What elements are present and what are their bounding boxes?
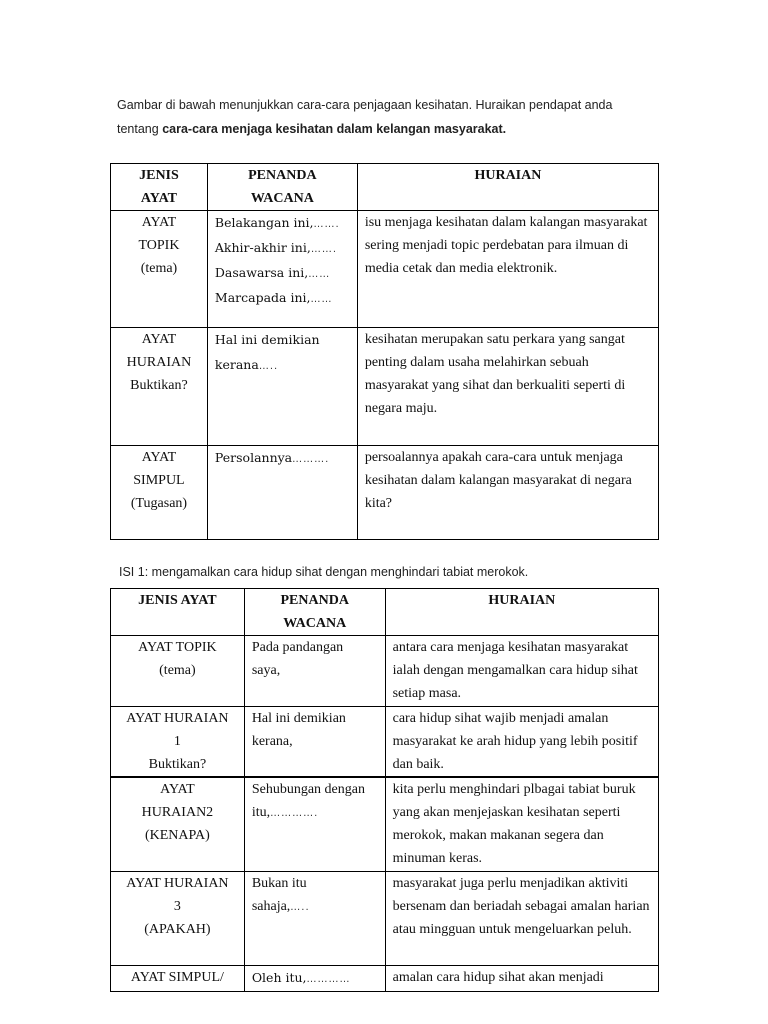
intro-line-2 xyxy=(117,117,677,141)
table1-header-huraian: HURAIAN xyxy=(357,164,658,211)
table-row xyxy=(111,328,659,446)
table-row xyxy=(111,446,659,540)
table2-row2-huraian: cara hidup sihat wajib menjadi amalan masyarakat ke arah hidup yang lebih positif dan baik. xyxy=(385,707,658,778)
table2-header-row xyxy=(111,589,659,636)
table1-header-jenis: JENIS AYAT xyxy=(111,164,208,211)
table2-row5-huraian: amalan cara hidup sihat akan menjadi xyxy=(385,965,658,991)
table2-row4-jenis: AYAT HURAIAN 3 (APAKAH) xyxy=(111,871,245,965)
table2-row4-huraian: masyarakat juga perlu menjadikan aktiviti bersenam dan beriadah sebagai amalan harian atau mingguan untuk mengeluarkan peluh. xyxy=(385,871,658,965)
table-row xyxy=(111,211,659,328)
table1-row3-jenis: AYAT SIMPUL (Tugasan) xyxy=(111,446,208,540)
structure-table-intro xyxy=(110,163,659,540)
table2-row1-jenis: AYAT TOPIK (tema) xyxy=(111,636,245,707)
table1-row3-huraian: persoalannya apakah cara-cara untuk menjaga kesihatan dalam kalangan masyarakat di negara kita? xyxy=(357,446,658,540)
table1-row2-jenis: AYAT HURAIAN Buktikan? xyxy=(111,328,208,446)
table2-row3-huraian: kita perlu menghindari plbagai tabiat buruk yang akan menjejaskan kesihatan seperti merokok, makan makanan segera dan minuman keras. xyxy=(385,777,658,871)
intro-paragraph xyxy=(117,93,677,141)
intro-line-1: Gambar di bawah menunjukkan cara-cara penjagaan kesihatan. Huraikan pendapat anda xyxy=(117,98,613,112)
table-row xyxy=(111,871,659,965)
table2-header-jenis: JENIS AYAT xyxy=(111,589,245,636)
table-row xyxy=(111,965,659,991)
table-row xyxy=(111,707,659,778)
table2-row3-penanda: Sehubungan dengan itu,…………. xyxy=(244,777,385,871)
intro-line-2-bold: cara-cara menjaga kesihatan dalam kelangan masyarakat. xyxy=(162,122,507,136)
table1-row2-penanda: Hal ini demikian kerana….. xyxy=(207,328,357,446)
table1-header-row xyxy=(111,164,659,211)
table1-header-penanda: PENANDA WACANA xyxy=(207,164,357,211)
isi1-title: ISI 1: mengamalkan cara hidup sihat dengan menghindari tabiat merokok. xyxy=(119,565,529,579)
table2-row1-huraian: antara cara menjaga kesihatan masyarakat ialah dengan mengamalkan cara hidup sihat setiap masa. xyxy=(385,636,658,707)
table1-row1-penanda: Belakangan ini,……. Akhir-akhir ini,……. Dasawarsa ini,…… Marcapada ini,…… xyxy=(207,211,357,328)
table2-header-huraian: HURAIAN xyxy=(385,589,658,636)
structure-table-isi1 xyxy=(110,588,659,992)
table2-row3-jenis: AYAT HURAIAN2 (KENAPA) xyxy=(111,777,245,871)
table2-row5-jenis: AYAT SIMPUL/ xyxy=(111,965,245,991)
table1-row2-huraian: kesihatan merupakan satu perkara yang sangat penting dalam usaha melahirkan sebuah masyarakat yang sihat dan berkualiti seperti di negara maju. xyxy=(357,328,658,446)
table2-row1-penanda: Pada pandangan saya, xyxy=(244,636,385,707)
table2-header-penanda: PENANDA WACANA xyxy=(244,589,385,636)
table2-row2-penanda: Hal ini demikian kerana, xyxy=(244,707,385,778)
table2-row2-jenis: AYAT HURAIAN 1 Buktikan? xyxy=(111,707,245,778)
table2-row4-penanda: Bukan itu sahaja,….. xyxy=(244,871,385,965)
table-row xyxy=(111,777,659,871)
table1-row3-penanda: Persolannya………. xyxy=(207,446,357,540)
table1-row1-huraian: isu menjaga kesihatan dalam kalangan masyarakat sering menjadi topic perdebatan para ilmuan di media cetak dan media elektronik. xyxy=(357,211,658,328)
table-row xyxy=(111,636,659,707)
intro-line-2-prefix: tentang xyxy=(117,122,163,136)
table2-row5-penanda: Oleh itu,………… xyxy=(244,965,385,991)
table1-row1-jenis: AYAT TOPIK (tema) xyxy=(111,211,208,328)
